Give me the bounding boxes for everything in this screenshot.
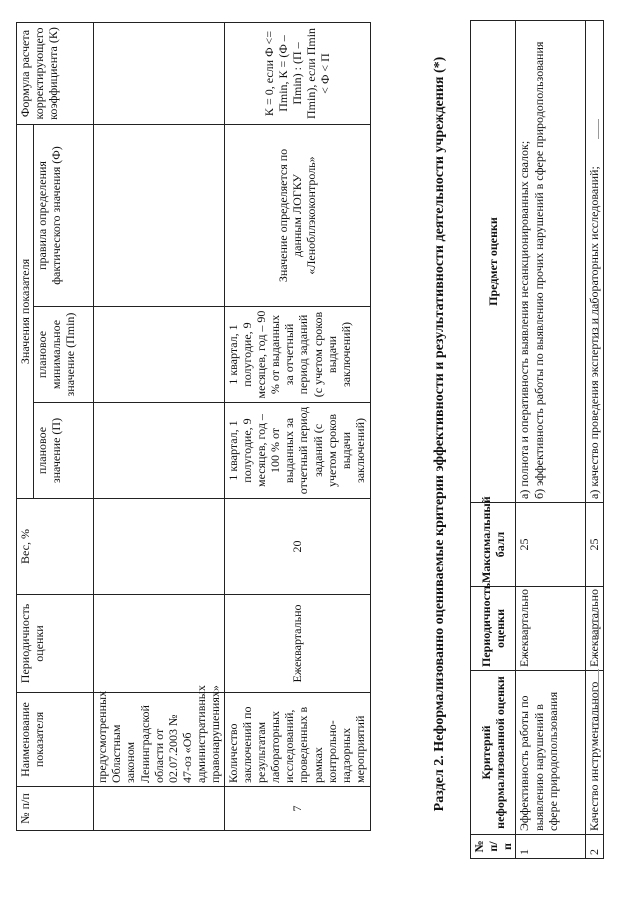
header-plan: плановое значение (П) [34,403,94,499]
cell-name: Количество заключений по результатам лабораторных исследований, проведенных в рамках контрольно-надзорных мероприятий [224,693,370,787]
cell-max: 25 [586,503,604,587]
header-name: Наименование показателя [17,693,94,787]
header-max: Максимальный балл [471,503,516,587]
cell-weight: 20 [224,499,370,595]
criteria-table [470,20,604,859]
table-row [224,22,370,830]
scan-artifact-line [598,119,599,139]
table-row [516,21,586,859]
cell-num: 7 [224,787,370,831]
cell-period: Ежеквартально [516,587,586,671]
cell-criterion: Эффективность работы по выявлению нарушений в сфере природопользования [516,671,586,835]
cell-period: Ежеквартально [586,587,604,671]
header-period: Периодичность оценки [471,587,516,671]
cell-num: 1 [516,835,586,859]
cell-formula: К = 0, если Ф <= Пmin, К = (Ф – Пmin) : (П – Пmin), если Пmin < Ф < П [224,22,370,124]
header-rules: правила определения фактического значения (Ф) [34,124,94,306]
subject-item-b: б) эффективность работы по выявлению прочих нарушений в сфере природопользования [531,41,546,499]
scan-artifact-line [598,669,599,729]
indicators-table [16,22,371,831]
header-plan-min: плановое минимальное значение (Пmin) [34,307,94,403]
cell-plan: 1 квартал, 1 полугодие, 9 месяцев, год – 100 % от выданных за отчетный период заданий (с учетом сроков выдачи заключений) [224,403,370,499]
table-row [586,21,604,859]
subject-item-a: а) полнота и оперативность выявления несанкционированных свалок; [517,140,532,499]
cell-empty [94,499,224,595]
cell-empty [94,787,224,831]
cell-subject [516,21,586,503]
cell-empty [94,403,224,499]
cell-empty [94,22,224,124]
cell-num: 2 [586,835,604,859]
cell-max: 25 [516,503,586,587]
table-row [94,22,224,830]
cell-empty [94,595,224,693]
header-criterion: Критерий неформализованной оценки [471,671,516,835]
section-2-title: Раздел 2. Неформализованно оцениваемые критерии эффективности и результативности деятельности учреждения (*) [432,56,447,812]
header-values-group: Значения показателя [17,124,34,498]
header-num: № п/п [17,787,94,831]
cell-empty [94,307,224,403]
header-period: Периодичность оценки [17,595,94,693]
header-formula: Формула расчета корректирующего коэффициента (К) [17,22,94,124]
cell-rules: Значение определяется по данным ЛОГКУ «Ленобллэкоконтроль» [224,124,370,306]
header-weight: Вес, % [17,499,94,595]
cell-name-continued: предусмотренных Областным законом Ленинградской области от 02.07.2003 № 47-оз «Об административных правонарушениях» [94,693,224,787]
cell-criterion: Качество инструментального [586,671,604,835]
header-num: № п/п [471,835,516,859]
cell-period: Ежеквартально [224,595,370,693]
subject-item-a: а) качество проведения экспертиз и лабораторных исследований; [587,166,602,499]
cell-plan-min: 1 квартал, 1 полугодие, 9 месяцев, год – 90 % от выданных за отчетный период заданий (с учетом сроков выдачи заключений) [224,307,370,403]
cell-subject [586,21,604,503]
scan-artifact-line [598,299,599,339]
scan-artifact-line [598,609,599,639]
cell-empty [94,124,224,306]
header-subject: Предмет оценки [471,21,516,503]
